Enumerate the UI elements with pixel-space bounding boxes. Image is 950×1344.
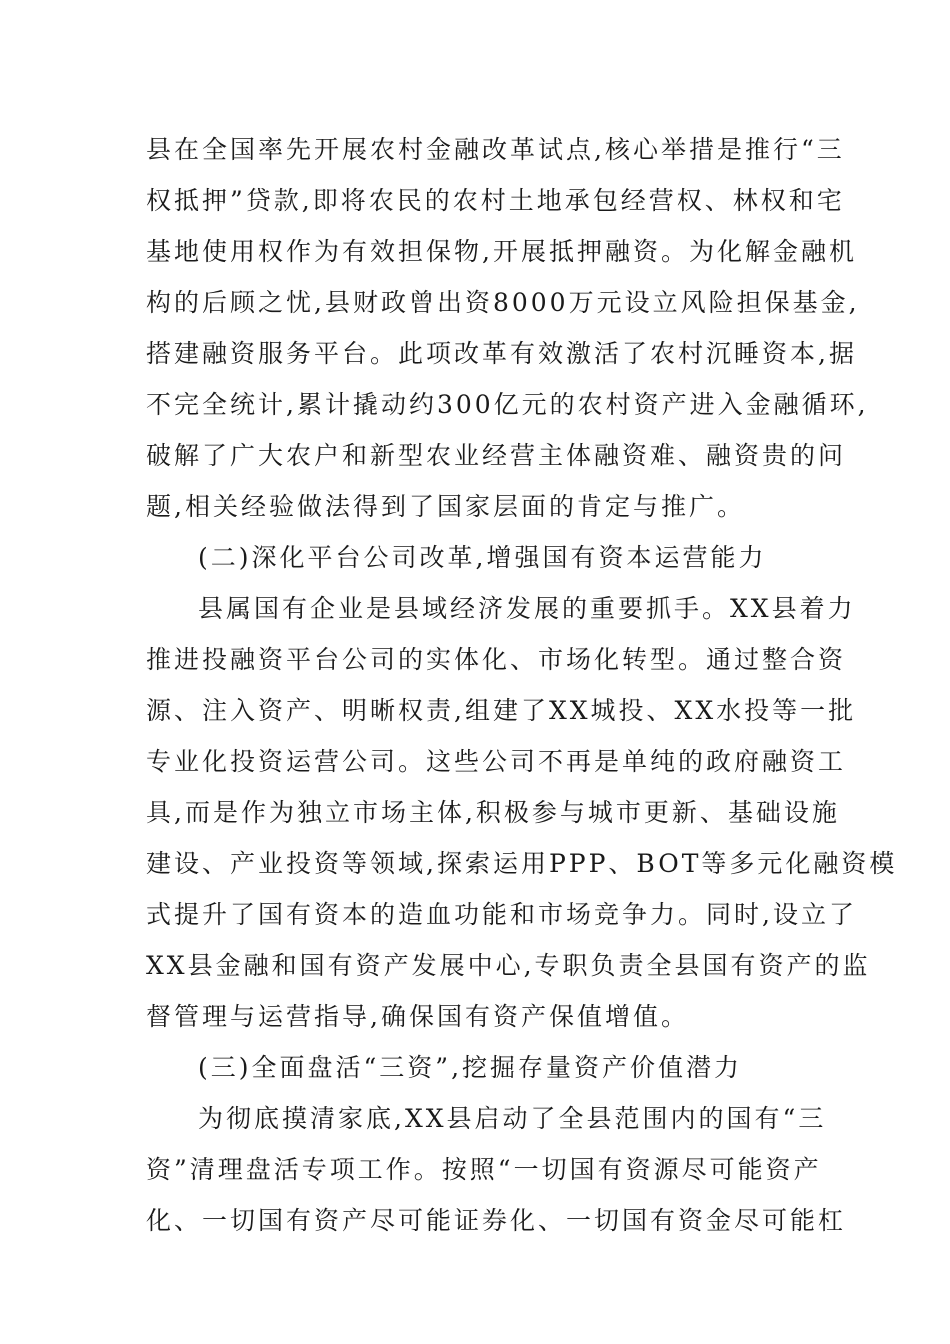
paragraph-line: 搭建融资服务平台。此项改革有效激活了农村沉睡资本,据 [146,339,857,368]
paragraph-line: 为彻底摸清家底,XX县启动了全县范围内的国有“三 [198,1104,827,1133]
paragraph-line: 破解了广大农户和新型农业经营主体融资难、融资贵的问 [146,441,847,470]
paragraph-2 [146,583,898,1042]
paragraph-line: 专业化投资运营公司。这些公司不再是单纯的政府融资工 [146,747,847,776]
document-body [146,124,898,1246]
paragraph-line: 督管理与运营指导,确保国有资产保值增值。 [146,1002,689,1031]
paragraph-line: 建设、产业投资等领域,探索运用PPP、BOT等多元化融资模 [146,849,898,878]
paragraph-line: 不完全统计,累计撬动约300亿元的农村资产进入金融循环, [146,390,869,419]
paragraph-line: 权抵押”贷款,即将农民的农村土地承包经营权、林权和宅 [146,186,845,215]
paragraph-line: 式提升了国有资本的造血功能和市场竞争力。同时,设立了 [146,900,857,929]
paragraph-line: 县在全国率先开展农村金融改革试点,核心举措是推行“三 [146,135,845,164]
paragraph-line: 构的后顾之忧,县财政曾出资8000万元设立风险担保基金, [146,288,860,317]
paragraph-line: XX县金融和国有资产发展中心,专职负责全县国有资产的监 [146,951,871,980]
paragraph-1 [146,124,869,532]
section-heading-3: (三)全面盘活“三资”,挖掘存量资产价值潜力 [198,1053,743,1082]
paragraph-line: 化、一切国有资产尽可能证券化、一切国有资金尽可能杠 [146,1206,847,1235]
paragraph-line: 推进投融资平台公司的实体化、市场化转型。通过整合资 [146,645,847,674]
paragraph-line: 题,相关经验做法得到了国家层面的肯定与推广。 [146,492,745,521]
paragraph-3 [146,1093,847,1246]
paragraph-line: 具,而是作为独立市场主体,积极参与城市更新、基础设施 [146,798,840,827]
paragraph-line: 基地使用权作为有效担保物,开展抵押融资。为化解金融机 [146,237,857,266]
paragraph-line: 资”清理盘活专项工作。按照“一切国有资源尽可能资产 [146,1155,822,1184]
paragraph-line: 源、注入资产、明晰权责,组建了XX城投、XX水投等一批 [146,696,857,725]
section-heading-2: (二)深化平台公司改革,增强国有资本运营能力 [198,543,767,572]
paragraph-line: 县属国有企业是县域经济发展的重要抓手。XX县着力 [198,594,856,623]
